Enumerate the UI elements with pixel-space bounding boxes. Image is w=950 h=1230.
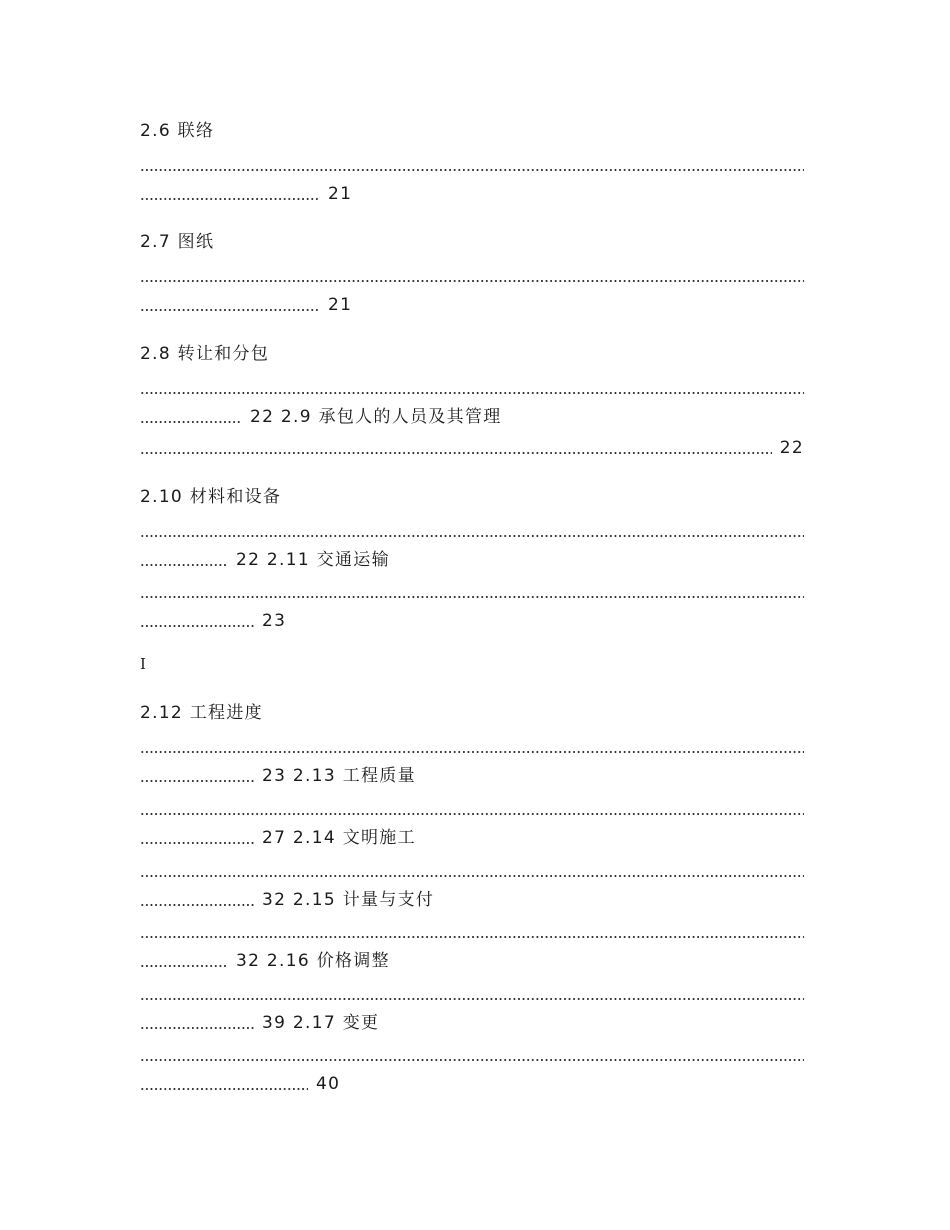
- toc-page-and-next-title: 22 2.11 交通运输: [236, 550, 390, 570]
- toc-leader-dots: [140, 920, 804, 944]
- toc-leader-dots: [140, 519, 804, 543]
- toc-entry-page-row: [140, 826, 804, 850]
- toc-leader-dots: [140, 376, 804, 400]
- toc-leader-dots: [140, 859, 804, 883]
- toc-leader-dots: [140, 153, 804, 177]
- toc-leader-dots: [140, 780, 254, 782]
- toc-entry-page-row: [140, 436, 804, 460]
- toc-leader-dots: [140, 797, 804, 821]
- toc-entry-page-row: [140, 609, 804, 633]
- toc-leader-dots: [140, 735, 804, 759]
- toc-page-and-next-title: 32 2.16 价格调整: [236, 951, 390, 971]
- toc-leader-dots: [140, 264, 804, 288]
- toc-page-number: 23: [262, 611, 287, 631]
- toc-entry-page-row: [140, 764, 804, 788]
- toc-entry-page-row: [140, 949, 804, 973]
- toc-entry-page-row: [140, 888, 804, 912]
- toc-entry-page-row: [140, 1072, 804, 1096]
- toc-entry-title: 2.12 工程进度: [140, 703, 263, 723]
- toc-page-number: 40: [316, 1074, 341, 1094]
- toc-entry-title: 2.6 联络: [140, 121, 215, 141]
- toc-page-and-next-title: 39 2.17 变更: [262, 1013, 380, 1033]
- page-marker: I: [140, 655, 146, 673]
- toc-page-number: 21: [328, 184, 353, 204]
- toc-entry-page-row: [140, 405, 804, 429]
- toc-leader-dots: [140, 564, 228, 566]
- toc-page-number: 21: [328, 295, 353, 315]
- toc-leader-dots: [140, 452, 772, 454]
- toc-leader-dots: [140, 580, 804, 604]
- toc-entry-title: 2.8 转让和分包: [140, 344, 270, 364]
- toc-entry-page-row: [140, 182, 804, 206]
- toc-page-and-next-title: 22 2.9 承包人的人员及其管理: [250, 407, 502, 427]
- toc-page-and-next-title: 32 2.15 计量与支付: [262, 890, 435, 910]
- toc-leader-dots: [140, 625, 254, 627]
- toc-leader-dots: [140, 309, 320, 311]
- toc-entry-title: 2.10 材料和设备: [140, 487, 282, 507]
- toc-page-number: 22: [779, 438, 804, 458]
- toc-page-and-next-title: 27 2.14 文明施工: [262, 828, 416, 848]
- toc-entry-page-row: [140, 1011, 804, 1035]
- toc-entry-title: 2.7 图纸: [140, 232, 215, 252]
- toc-page-and-next-title: 23 2.13 工程质量: [262, 766, 416, 786]
- toc-leader-dots: [140, 965, 228, 967]
- toc-leader-dots: [140, 842, 254, 844]
- toc-leader-dots: [140, 982, 804, 1006]
- toc-entry-page-row: [140, 548, 804, 572]
- toc-leader-dots: [140, 1088, 308, 1090]
- toc-leader-dots: [140, 904, 254, 906]
- toc-entry-page-row: [140, 293, 804, 317]
- toc-leader-dots: [140, 1027, 254, 1029]
- toc-leader-dots: [140, 421, 242, 423]
- toc-leader-dots: [140, 198, 320, 200]
- toc-leader-dots: [140, 1043, 804, 1067]
